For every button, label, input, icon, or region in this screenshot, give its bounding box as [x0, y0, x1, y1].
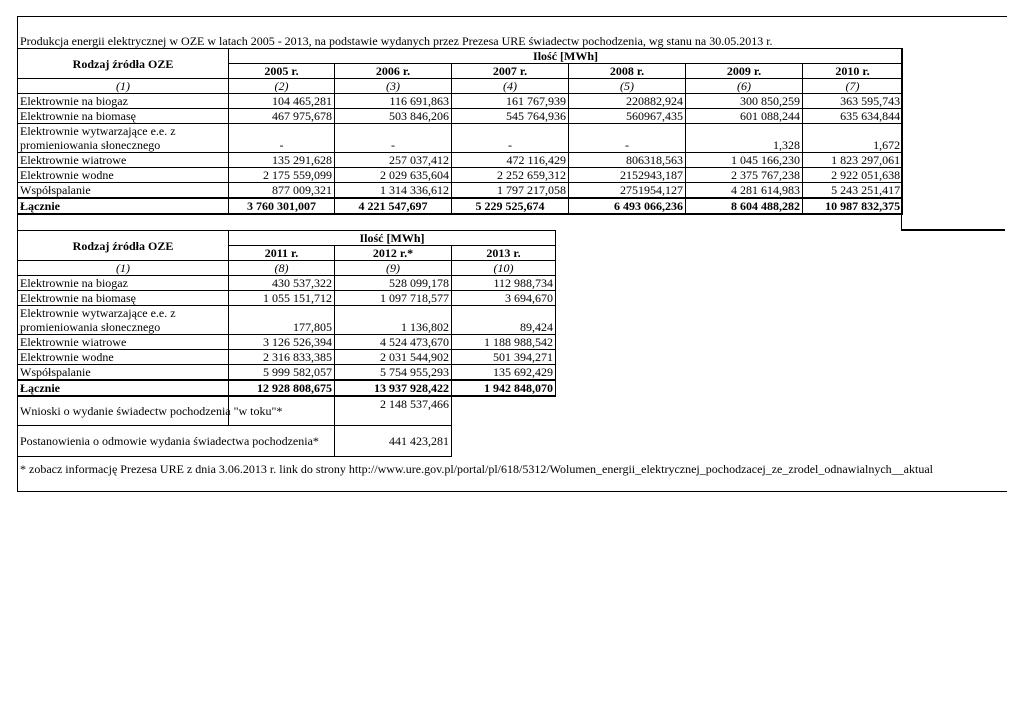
total-cell: 10 987 832,375 [803, 198, 903, 214]
table-cell: 89,424 [452, 306, 556, 335]
table-cell: 1 314 336,612 [335, 183, 452, 199]
table-cell: 5 754 955,293 [335, 365, 452, 381]
table-row [18, 306, 556, 335]
table-row [18, 350, 556, 365]
table-row [18, 153, 903, 168]
production-table-2005-2010 [17, 48, 903, 215]
total-cell: 3 760 301,007 [229, 198, 335, 214]
table-cell: 363 595,743 [803, 94, 903, 109]
year-header: 2010 r. [803, 64, 903, 79]
row-label: Współspalanie [18, 183, 229, 199]
table-row [18, 335, 556, 350]
column-index: (9) [335, 261, 452, 276]
year-header: 2012 r.* [335, 246, 452, 261]
table-cell: 5 243 251,417 [803, 183, 903, 199]
production-table-2011-2013 [17, 230, 556, 457]
table-cell: 135 291,628 [229, 153, 335, 168]
table-cell: 1 823 297,061 [803, 153, 903, 168]
row-label: Współspalanie [18, 365, 229, 381]
table-cell: 501 394,271 [452, 350, 556, 365]
table-row [18, 168, 903, 183]
table-cell: 257 037,412 [335, 153, 452, 168]
table-cell: 2 252 659,312 [452, 168, 569, 183]
row-label: Postanowienia o odmowie wydania świadectwa pochodzenia* [18, 426, 335, 457]
table-cell: 441 423,281 [335, 426, 452, 457]
table-cell: 877 009,321 [229, 183, 335, 199]
table-cell: 560967,435 [569, 109, 686, 124]
year-header: 2009 r. [686, 64, 803, 79]
empty-cell [452, 396, 556, 426]
column-index-row [18, 79, 903, 94]
table-cell: 4 281 614,983 [686, 183, 803, 199]
table-cell: 1 136,802 [335, 306, 452, 335]
source-header: Rodzaj źródła OZE [18, 231, 229, 261]
row-label: Wnioski o wydanie świadectw pochodzenia "w toku"* [18, 396, 229, 426]
row-label: Elektrownie na biomasę [18, 291, 229, 306]
table-cell: - [335, 124, 452, 153]
table-row [18, 94, 903, 109]
table-cell: 430 537,322 [229, 276, 335, 291]
table-cell: 104 465,281 [229, 94, 335, 109]
total-cell: 1 942 848,070 [452, 380, 556, 396]
table-cell: 177,805 [229, 306, 335, 335]
row-label: Elektrownie wiatrowe [18, 153, 229, 168]
table-border [901, 48, 902, 230]
table-cell: 3 126 526,394 [229, 335, 335, 350]
table-cell: 503 846,206 [335, 109, 452, 124]
table-row [18, 291, 556, 306]
table-border [901, 229, 1005, 231]
table-cell: 4 524 473,670 [335, 335, 452, 350]
table-cell: 2751954,127 [569, 183, 686, 199]
table-row [18, 276, 556, 291]
quantity-header: Ilość [MWh] [229, 231, 556, 246]
table-cell: 806318,563 [569, 153, 686, 168]
table-row [18, 183, 903, 199]
total-row [18, 198, 903, 214]
total-cell: 6 493 066,236 [569, 198, 686, 214]
column-index: (4) [452, 79, 569, 94]
table-cell: 161 767,939 [452, 94, 569, 109]
table-cell: 467 975,678 [229, 109, 335, 124]
row-label: Elektrownie wytwarzające e.e. z promieniowania słonecznego [18, 306, 229, 335]
table-cell: - [229, 124, 335, 153]
table-cell: 116 691,863 [335, 94, 452, 109]
page-title: Produkcja energii elektrycznej w OZE w latach 2005 - 2013, na podstawie wydanych przez Prezesa URE świadectw pochodzenia, wg stanu na 30.05.2013 r. [20, 34, 773, 48]
total-cell: 5 229 525,674 [452, 198, 569, 214]
row-label: Elektrownie na biomasę [18, 109, 229, 124]
table-cell: 5 999 582,057 [229, 365, 335, 381]
table-cell: 135 692,429 [452, 365, 556, 381]
column-index: (3) [335, 79, 452, 94]
pending-requests-row [18, 396, 556, 426]
column-index: (8) [229, 261, 335, 276]
table-cell: 2 175 559,099 [229, 168, 335, 183]
table-cell: 1 055 151,712 [229, 291, 335, 306]
year-header: 2006 r. [335, 64, 452, 79]
table-cell: 220882,924 [569, 94, 686, 109]
year-header: 2011 r. [229, 246, 335, 261]
column-index: (7) [803, 79, 903, 94]
table-cell: - [569, 124, 686, 153]
table-cell: 2 029 635,604 [335, 168, 452, 183]
table-cell: 1 097 718,577 [335, 291, 452, 306]
total-cell: 4 221 547,697 [335, 198, 452, 214]
refusals-row [18, 426, 556, 457]
table-cell: 2 031 544,902 [335, 350, 452, 365]
table-cell: 635 634,844 [803, 109, 903, 124]
table-cell: 2 148 537,466 [335, 396, 452, 426]
table-cell: 1 045 166,230 [686, 153, 803, 168]
row-label: Elektrownie wodne [18, 350, 229, 365]
year-header: 2008 r. [569, 64, 686, 79]
footnote: * zobacz informację Prezesa URE z dnia 3.06.2013 r. link do strony http://www.ure.gov.pl/portal/pl/618/5312/Wolumen_energii_elektrycznej_pochodzacej_ze_zrodel_odnawialnych__aktual [20, 462, 933, 476]
table-cell: 2152943,187 [569, 168, 686, 183]
column-index: (1) [18, 79, 229, 94]
table-cell: 1,328 [686, 124, 803, 153]
year-header: 2007 r. [452, 64, 569, 79]
column-index: (6) [686, 79, 803, 94]
table-cell: 2 922 051,638 [803, 168, 903, 183]
table-cell: 1 188 988,542 [452, 335, 556, 350]
empty-cell [452, 426, 556, 457]
row-label: Elektrownie na biogaz [18, 276, 229, 291]
table-row [18, 124, 903, 153]
column-index-row [18, 261, 556, 276]
table-row [18, 109, 903, 124]
table-cell: - [452, 124, 569, 153]
row-label: Elektrownie wodne [18, 168, 229, 183]
total-cell: 12 928 808,675 [229, 380, 335, 396]
table-cell: 601 088,244 [686, 109, 803, 124]
source-header: Rodzaj źródła OZE [18, 49, 229, 79]
column-index: (1) [18, 261, 229, 276]
total-label: Łącznie [18, 380, 229, 396]
total-cell: 13 937 928,422 [335, 380, 452, 396]
table-cell: 3 694,670 [452, 291, 556, 306]
total-row [18, 380, 556, 396]
quantity-header: Ilość [MWh] [229, 49, 903, 64]
total-cell: 8 604 488,282 [686, 198, 803, 214]
table-cell: 112 988,734 [452, 276, 556, 291]
table-row [18, 365, 556, 381]
table-cell: 528 099,178 [335, 276, 452, 291]
table-cell: 2 375 767,238 [686, 168, 803, 183]
year-header: 2013 r. [452, 246, 556, 261]
column-index: (2) [229, 79, 335, 94]
table-cell: 545 764,936 [452, 109, 569, 124]
row-label: Elektrownie wiatrowe [18, 335, 229, 350]
row-label: Elektrownie na biogaz [18, 94, 229, 109]
table-cell: 1,672 [803, 124, 903, 153]
year-header: 2005 r. [229, 64, 335, 79]
table-cell: 2 316 833,385 [229, 350, 335, 365]
column-index: (10) [452, 261, 556, 276]
column-index: (5) [569, 79, 686, 94]
total-label: Łącznie [18, 198, 229, 214]
table-cell: 472 116,429 [452, 153, 569, 168]
row-label: Elektrownie wytwarzające e.e. z promieniowania słonecznego [18, 124, 229, 153]
table-cell: 300 850,259 [686, 94, 803, 109]
table-cell: 1 797 217,058 [452, 183, 569, 199]
